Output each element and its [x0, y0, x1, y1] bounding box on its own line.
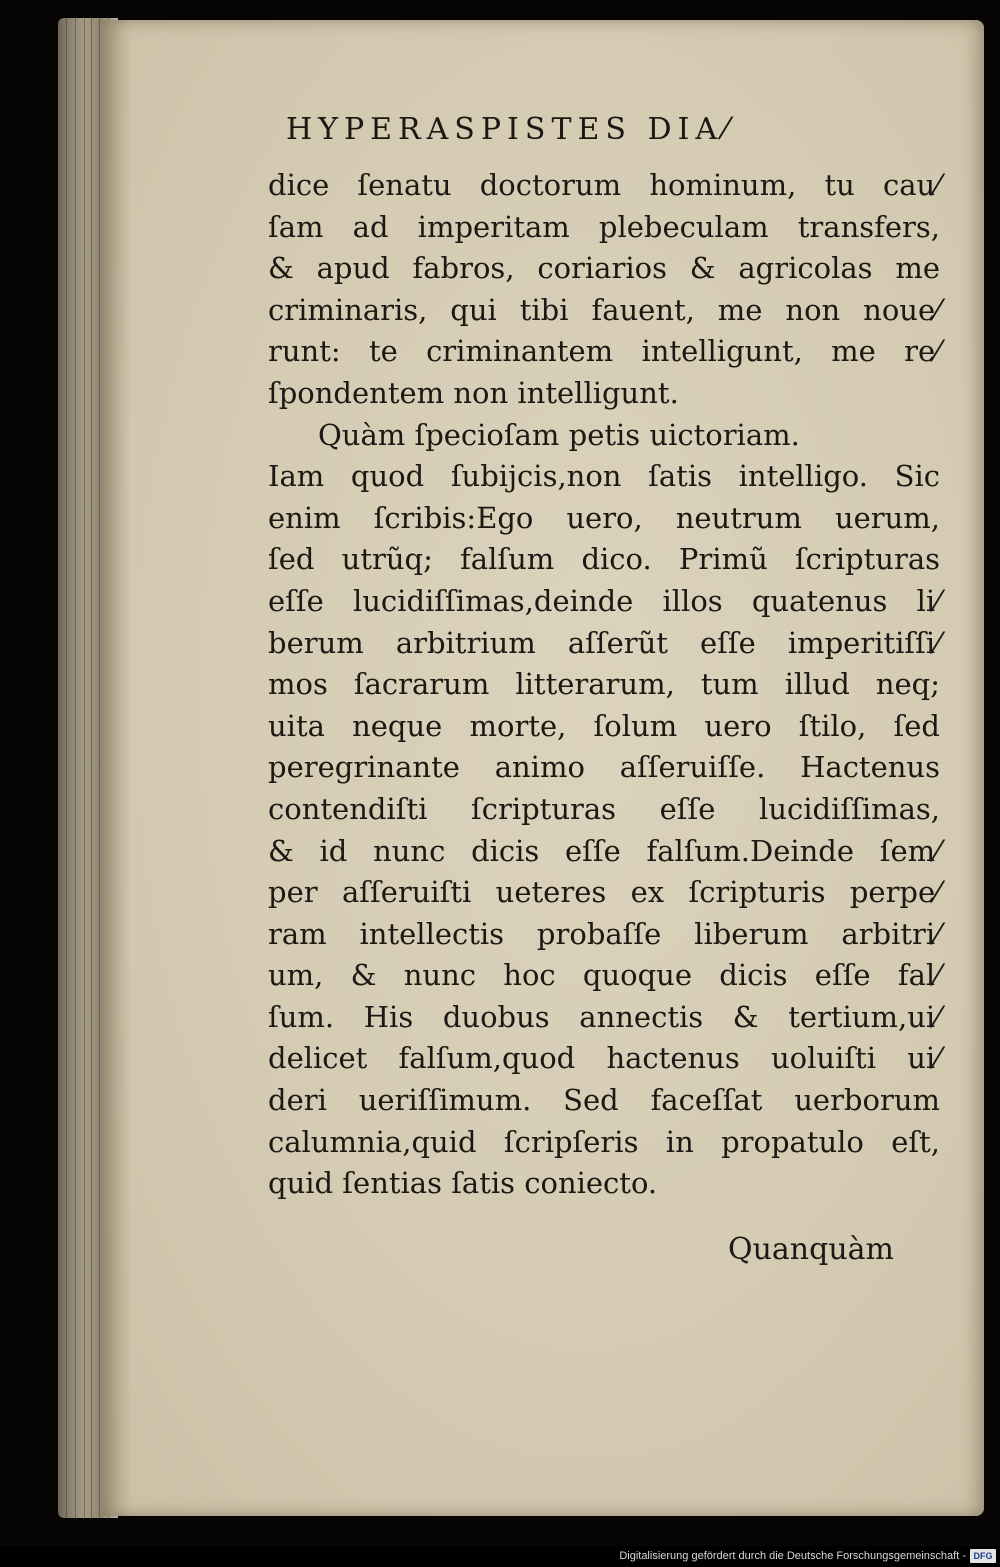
text-line: ram intellectis probaſſe liberum arbitri⁄: [268, 916, 940, 951]
text-line: delicet falſum,quod hactenus uoluiſti ui⁄: [268, 1041, 940, 1076]
text-line: deri ueriſſimum. Sed faceſſat uerborum: [268, 1083, 940, 1118]
page-edge-shade: [960, 20, 984, 1516]
text-line: mos ſacrarum litterarum, tum illud neq;: [268, 667, 940, 702]
running-head: HYPERASPISTES DIA⁄: [286, 112, 735, 147]
text-line: contendiſti ſcripturas eſſe lucidiſſimas,: [268, 791, 940, 826]
text-line: peregrinante animo aſſeruiſſe. Hactenus: [268, 750, 940, 785]
text-line: quid ſentias ſatis coniecto.: [268, 1166, 658, 1201]
text-line: enim ſcribis:Ego uero, neutrum uerum,: [268, 500, 940, 535]
text-line: uita neque morte, ſolum uero ſtilo, ſed: [268, 708, 940, 743]
text-line: Iam quod ſubijcis,non ſatis intelligo. Sic: [268, 459, 940, 494]
text-line: ſed utrũq; falſum dico. Primũ ſcripturas: [268, 542, 940, 577]
text-line: & id nunc dicis eſſe falſum.Deinde ſem⁄: [268, 833, 940, 868]
text-line: ſam ad imperitam plebeculam transfers,: [268, 209, 940, 244]
body-text: [268, 165, 940, 1205]
text-line: dice ſenatu doctorum hominum, tu cau⁄: [268, 168, 940, 202]
text-line: eſſe lucidiſſimas,deinde illos quatenus li⁄: [268, 583, 940, 618]
text-line: um, & nunc hoc quoque dicis eſſe fal⁄: [268, 958, 940, 993]
text-line: Quàm ſpecioſam petis uictoriam.: [318, 417, 800, 452]
text-line: runt: te criminantem intelligunt, me re⁄: [268, 334, 940, 369]
catchword: Quanquàm: [728, 1232, 894, 1267]
dfg-logo-icon: DFG: [970, 1549, 996, 1563]
text-line: calumnia,quid ſcripſeris in propatulo eſt,: [268, 1124, 940, 1159]
text-line: berum arbitrium aſſerũt eſſe imperitiſſi⁄: [268, 625, 940, 660]
text-line: per aſſeruiſti ueteres ex ſcripturis perpe⁄: [268, 875, 940, 910]
text-line: & apud fabros, coriarios & agricolas me: [268, 251, 940, 286]
text-line: ſpondentem non intelligunt.: [268, 375, 679, 410]
text-line: ſum. His duobus annectis & tertium,ui⁄: [268, 999, 940, 1034]
gutter-shadow: [102, 20, 132, 1516]
text-line: criminaris, qui tibi fauent, me non noue⁄: [268, 292, 940, 327]
funding-credit: Digitalisierung gefördert durch die Deutsche Forschungsgemeinschaft -: [619, 1550, 966, 1562]
